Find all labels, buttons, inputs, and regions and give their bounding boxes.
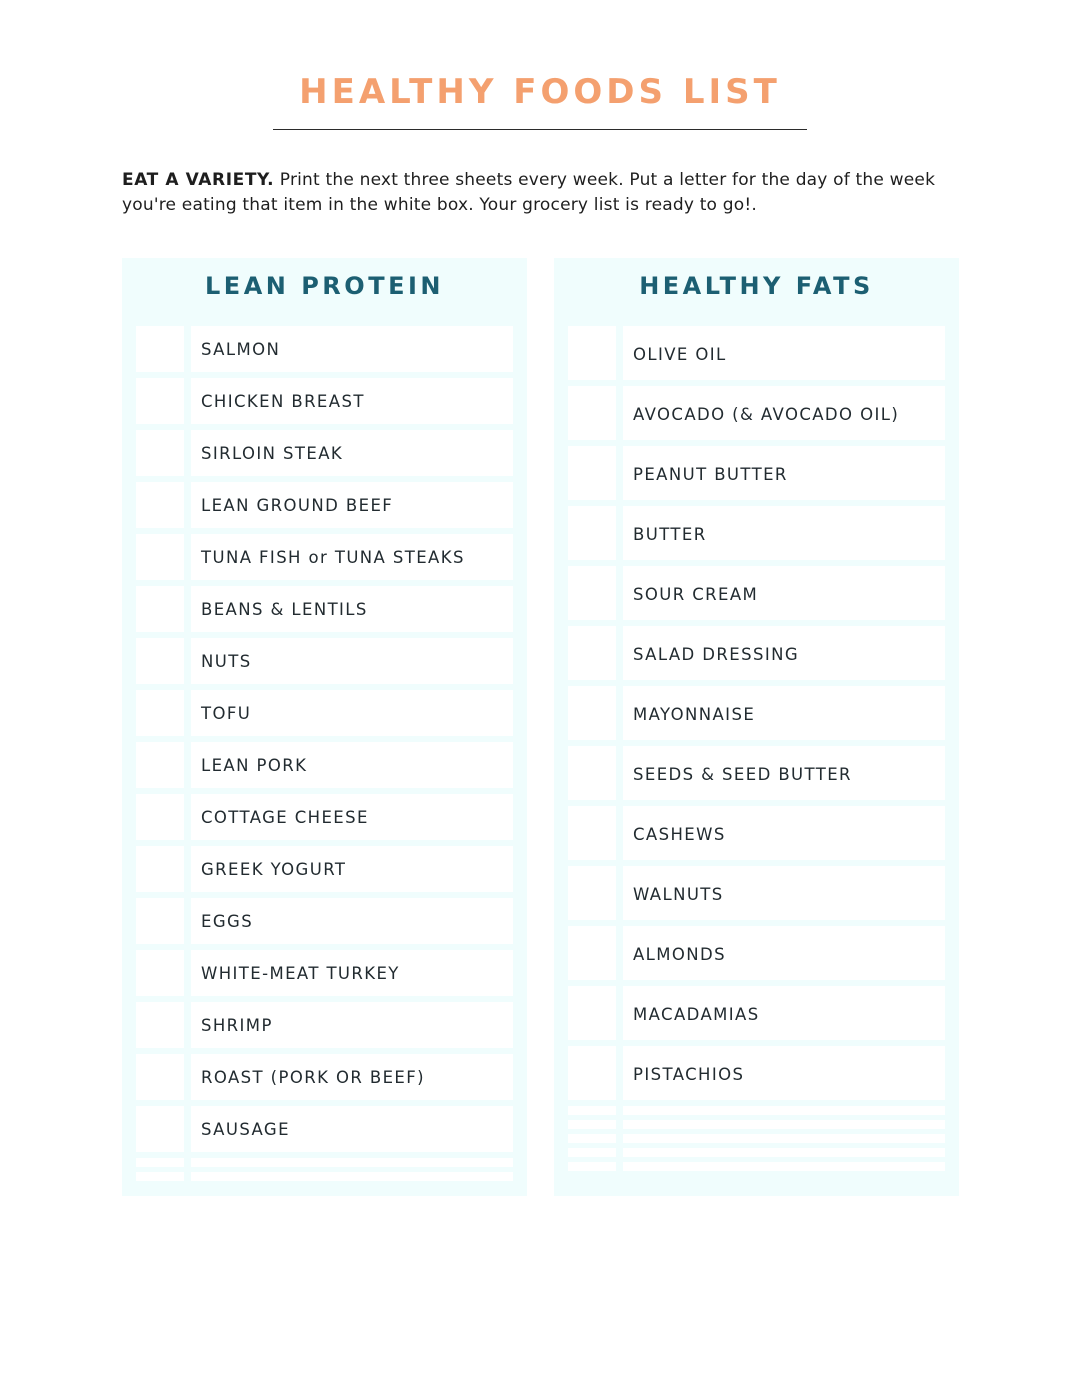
blank-row (568, 1134, 945, 1143)
day-letter-box[interactable] (136, 950, 184, 996)
day-letter-box[interactable] (136, 326, 184, 372)
list-item (136, 586, 513, 632)
list-item (568, 686, 945, 740)
blank-box[interactable] (568, 1120, 616, 1129)
blank-box[interactable] (568, 1134, 616, 1143)
day-letter-box[interactable] (136, 846, 184, 892)
page-title: HEALTHY FOODS LIST (299, 72, 781, 112)
food-item-label: TOFU (191, 690, 513, 736)
list-item (136, 794, 513, 840)
list-item (568, 926, 945, 980)
food-item-label: EGGS (191, 898, 513, 944)
food-item-label: ALMONDS (623, 926, 945, 980)
food-item-label: SHRIMP (191, 1002, 513, 1048)
intro-text: Print the next three sheets every week. Put a letter for the day of the week you're eating that item in the white box. Your grocery list is ready to go!. (122, 170, 936, 215)
food-item-label: SAUSAGE (191, 1106, 513, 1152)
day-letter-box[interactable] (568, 326, 616, 380)
food-item-label: WHITE-MEAT TURKEY (191, 950, 513, 996)
food-item-label: OLIVE OIL (623, 326, 945, 380)
food-item-label: CASHEWS (623, 806, 945, 860)
blank-row (568, 1120, 945, 1129)
blank-row (136, 1158, 513, 1167)
food-item-label: COTTAGE CHEESE (191, 794, 513, 840)
day-letter-box[interactable] (136, 794, 184, 840)
list-item (568, 806, 945, 860)
day-letter-box[interactable] (568, 566, 616, 620)
list-item (568, 1046, 945, 1100)
food-item-label: SEEDS & SEED BUTTER (623, 746, 945, 800)
food-item-label: GREEK YOGURT (191, 846, 513, 892)
food-item-label: BEANS & LENTILS (191, 586, 513, 632)
day-letter-box[interactable] (568, 866, 616, 920)
food-item-label: PISTACHIOS (623, 1046, 945, 1100)
blank-cell[interactable] (623, 1134, 945, 1143)
blank-box[interactable] (136, 1172, 184, 1181)
food-item-label: WALNUTS (623, 866, 945, 920)
list-item (136, 898, 513, 944)
day-letter-box[interactable] (568, 626, 616, 680)
list-item (568, 326, 945, 380)
food-item-label: NUTS (191, 638, 513, 684)
list-item (136, 1054, 513, 1100)
food-item-label: LEAN PORK (191, 742, 513, 788)
food-item-label: TUNA FISH or TUNA STEAKS (191, 534, 513, 580)
list-item (136, 482, 513, 528)
day-letter-box[interactable] (568, 806, 616, 860)
day-letter-box[interactable] (136, 534, 184, 580)
blank-cell[interactable] (191, 1158, 513, 1167)
lean-protein-list (136, 326, 513, 1186)
list-item (568, 566, 945, 620)
blank-cell[interactable] (623, 1162, 945, 1171)
food-item-label: LEAN GROUND BEEF (191, 482, 513, 528)
list-item (136, 326, 513, 372)
day-letter-box[interactable] (568, 506, 616, 560)
day-letter-box[interactable] (568, 386, 616, 440)
day-letter-box[interactable] (136, 1054, 184, 1100)
blank-cell[interactable] (191, 1172, 513, 1181)
blank-cell[interactable] (623, 1120, 945, 1129)
list-item (136, 638, 513, 684)
food-item-label: SIRLOIN STEAK (191, 430, 513, 476)
food-item-label: SALAD DRESSING (623, 626, 945, 680)
food-item-label: MAYONNAISE (623, 686, 945, 740)
day-letter-box[interactable] (568, 926, 616, 980)
day-letter-box[interactable] (568, 746, 616, 800)
list-item (568, 866, 945, 920)
blank-box[interactable] (136, 1158, 184, 1167)
list-item (568, 626, 945, 680)
day-letter-box[interactable] (136, 482, 184, 528)
day-letter-box[interactable] (568, 1046, 616, 1100)
day-letter-box[interactable] (136, 1106, 184, 1152)
day-letter-box[interactable] (136, 742, 184, 788)
blank-row (568, 1148, 945, 1157)
food-item-label: SOUR CREAM (623, 566, 945, 620)
healthy-fats-panel (554, 258, 959, 1196)
healthy-fats-heading: HEALTHY FATS (639, 272, 874, 300)
healthy-fats-list (568, 326, 945, 1176)
title-divider (273, 129, 807, 130)
list-item (568, 746, 945, 800)
list-item (136, 950, 513, 996)
list-item (136, 846, 513, 892)
blank-row (568, 1106, 945, 1115)
list-item (136, 534, 513, 580)
day-letter-box[interactable] (136, 586, 184, 632)
lean-protein-heading: LEAN PROTEIN (205, 272, 444, 300)
day-letter-box[interactable] (136, 378, 184, 424)
list-item (136, 742, 513, 788)
food-item-label: BUTTER (623, 506, 945, 560)
intro-lead: EAT A VARIETY. (122, 170, 275, 190)
list-item (568, 386, 945, 440)
blank-cell[interactable] (623, 1148, 945, 1157)
intro-paragraph (122, 168, 962, 218)
food-item-label: MACADAMIAS (623, 986, 945, 1040)
list-item (136, 690, 513, 736)
blank-box[interactable] (568, 1162, 616, 1171)
blank-cell[interactable] (623, 1106, 945, 1115)
food-item-label: ROAST (PORK OR BEEF) (191, 1054, 513, 1100)
blank-row (136, 1172, 513, 1181)
list-item (136, 1002, 513, 1048)
food-item-label: PEANUT BUTTER (623, 446, 945, 500)
food-item-label: AVOCADO (& AVOCADO OIL) (623, 386, 945, 440)
day-letter-box[interactable] (136, 690, 184, 736)
list-item (136, 378, 513, 424)
food-item-label: SALMON (191, 326, 513, 372)
blank-box[interactable] (568, 1106, 616, 1115)
day-letter-box[interactable] (136, 898, 184, 944)
list-item (136, 430, 513, 476)
blank-box[interactable] (568, 1148, 616, 1157)
lean-protein-panel (122, 258, 527, 1196)
day-letter-box[interactable] (568, 446, 616, 500)
day-letter-box[interactable] (568, 686, 616, 740)
list-item (568, 986, 945, 1040)
list-item (568, 446, 945, 500)
blank-row (568, 1162, 945, 1171)
day-letter-box[interactable] (568, 986, 616, 1040)
day-letter-box[interactable] (136, 638, 184, 684)
food-item-label: CHICKEN BREAST (191, 378, 513, 424)
list-item (568, 506, 945, 560)
day-letter-box[interactable] (136, 1002, 184, 1048)
list-item (136, 1106, 513, 1152)
day-letter-box[interactable] (136, 430, 184, 476)
